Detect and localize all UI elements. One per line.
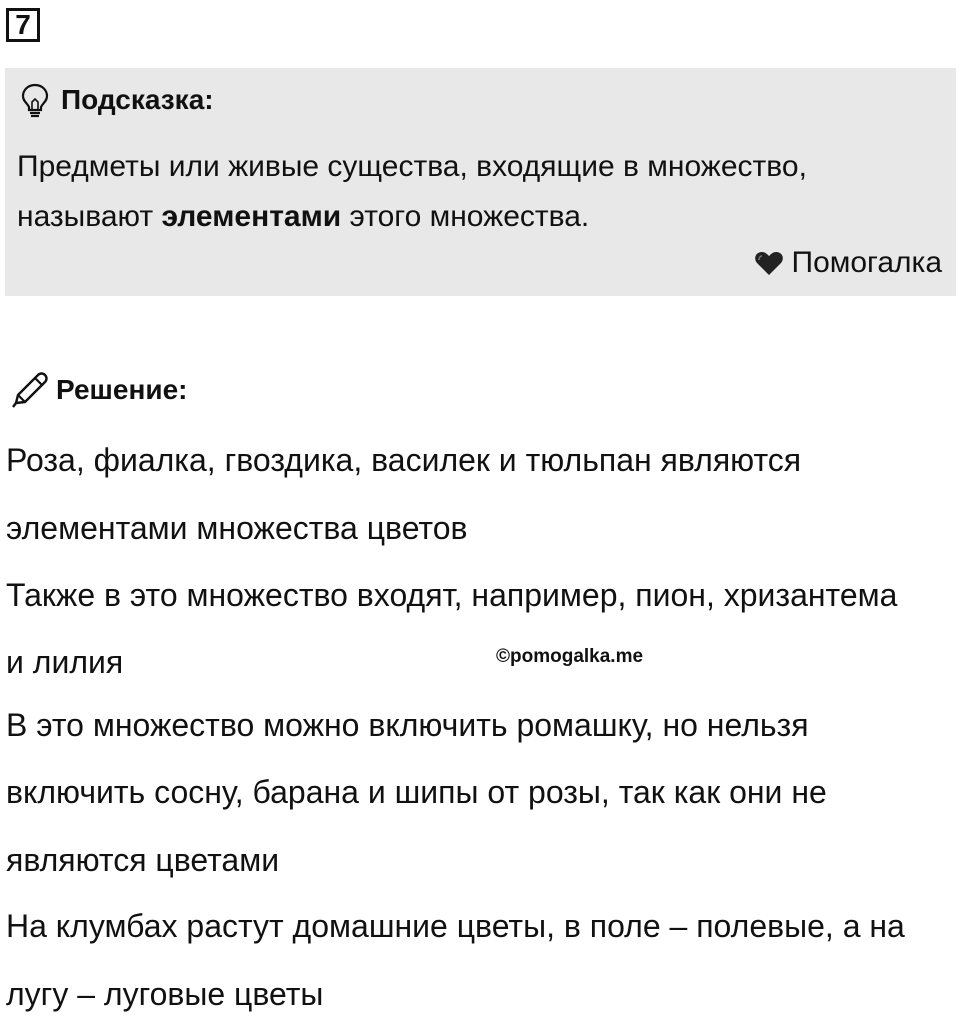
solution-line: Роза, фиалка, гвоздика, василек и тюльпан являются (6, 442, 802, 478)
solution-line: На клумбах растут домашние цветы, в поле – полевые, а на (6, 908, 905, 944)
solution-line: включить сосну, барана и шипы от розы, так как они не (6, 774, 827, 810)
solution-line: лугу – луговые цветы (6, 976, 324, 1012)
hint-text-post: этого множества. (341, 200, 590, 233)
solution-line: и лилия (6, 644, 124, 680)
solution-line: В это множество можно включить ромашку, но нельзя (6, 707, 809, 743)
hint-box (5, 68, 956, 296)
solution-header (8, 368, 187, 412)
hint-title: Подсказка: (61, 84, 214, 115)
lightbulb-icon (19, 82, 51, 118)
hint-credit (754, 246, 943, 280)
solution-title: Решение: (56, 374, 188, 405)
hint-text-bold-term: элементами (161, 200, 342, 233)
solution-line: элементами множества цветов (6, 510, 468, 546)
solution-line: Также в это множество входят, например, пион, хризантема (6, 577, 898, 613)
watermark: ©pomogalka.me (496, 646, 644, 667)
credit-label: Помогалка (791, 246, 942, 279)
heart-icon (754, 250, 784, 276)
hint-header (19, 80, 214, 120)
hint-text (17, 142, 937, 242)
hint-text-line-2 (17, 192, 937, 242)
pencil-icon (8, 369, 50, 411)
hint-text-pre: называют (17, 200, 162, 233)
solution-line: являются цветами (6, 842, 280, 878)
hint-text-line-1: Предметы или живые существа, входящие в множество, (17, 150, 807, 183)
task-number: 7 (6, 8, 40, 42)
